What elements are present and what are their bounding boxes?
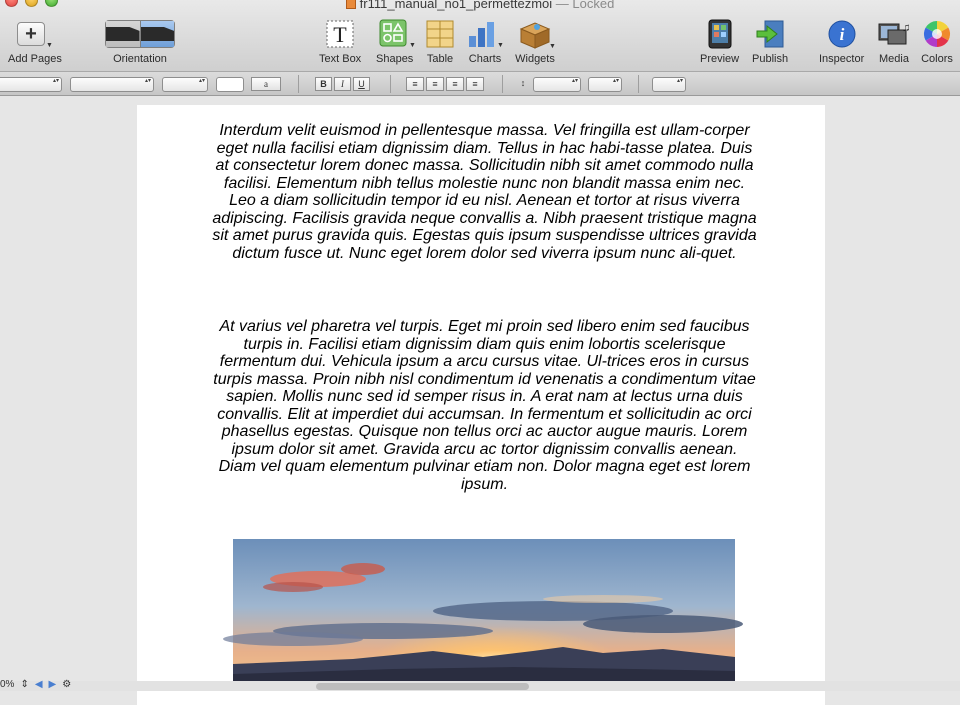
svg-text:▼: ▼ [408,42,416,49]
inspector-label: Inspector [819,53,865,65]
svg-text:♫: ♫ [902,22,911,34]
body-paragraph-1[interactable]: Interdum velit euismod in pellentesque massa. Vel fringilla est ullam-corper eget nulla facilisi etiam dignissim diam. Tellus in hac habi-tasse platea. Duis at consectetur lorem donec massa. Sollicitudin nibh sit amet commodo nulla facilisi. Elementum nibh tellus molestie nunc non blandit massa enim nec. Leo a diam sollicitudin tempor id eu nisl. Aenean et tortor at risus viverra adipiscing. Facilisis gravida neque convallis a. Nibh praesent tristique magna sit amet purus gravida quis. Egestas quis ipsum suspendisse ultrices gravida dictum fusce ut. Nunc eget lorem dolor sed viverra ipsum nunc ali-quet. [212,122,757,262]
svg-text:▼: ▼ [497,42,504,49]
bold-button[interactable]: B [315,77,332,91]
charts-label: Charts [468,53,502,65]
widgets-button[interactable] [515,19,555,65]
widgets-box-icon [515,19,555,49]
sunset-landscape-image[interactable] [233,539,735,689]
orientation-label: Orientation [113,53,167,65]
status-controls [0,679,71,690]
text-style-sample[interactable]: a [251,77,281,91]
inspector-button[interactable] [819,19,864,65]
plus-icon: + [17,22,45,46]
align-right-button[interactable]: ≡ [446,77,464,91]
format-bar [0,72,960,96]
previous-page-arrow-icon[interactable]: ◀ [34,679,43,690]
italic-button[interactable]: I [334,77,351,91]
bar-chart-icon [466,19,504,49]
paragraph-style-dropdown[interactable] [0,77,62,92]
shapes-icon [379,19,416,49]
window-title-text: fr111_manual_no1_permettezmoi [359,0,553,11]
window-title [0,0,960,11]
sunset-photo-graphic [233,539,735,689]
align-justify-button[interactable]: ≡ [466,77,484,91]
add-pages-label: Add Pages [8,53,62,65]
horizontal-scrollbar-thumb[interactable] [316,683,529,690]
shapes-button[interactable] [376,19,416,65]
table-icon [425,19,455,49]
document-canvas [0,97,960,681]
landscape-orientation-button[interactable] [141,21,175,47]
colors-label: Colors [921,53,953,65]
line-spacing-dropdown[interactable] [533,77,581,92]
portrait-page-icon [106,27,140,41]
underline-button[interactable]: U [353,77,370,91]
svg-text:i: i [839,25,844,44]
shapes-label: Shapes [376,53,414,65]
media-icon [878,19,910,49]
preview-label: Preview [700,53,740,65]
dropdown-caret-icon: ▼ [45,42,53,49]
svg-text:▼: ▼ [549,43,556,50]
format-separator [502,75,503,93]
widgets-label: Widgets [515,53,555,65]
document-icon [346,0,356,9]
format-separator [638,75,639,93]
publish-icon [755,19,785,49]
colors-button[interactable] [921,19,953,65]
table-label: Table [426,53,454,65]
format-separator [390,75,391,93]
media-label: Media [879,53,909,65]
landscape-page-icon [141,27,175,41]
list-style-dropdown[interactable] [652,77,686,92]
align-left-button[interactable]: ≡ [406,77,424,91]
publish-label: Publish [752,53,789,65]
table-button[interactable] [424,19,456,65]
text-color-well[interactable] [216,77,244,92]
zoom-stepper-icon[interactable]: ⇕ [20,679,29,690]
preview-device-icon [705,19,735,49]
format-separator [298,75,299,93]
gear-icon[interactable]: ⚙ [62,679,72,690]
svg-text:T: T [333,22,347,47]
color-wheel-icon [922,19,952,49]
orientation-control[interactable] [105,19,175,65]
body-paragraph-2[interactable]: At varius vel pharetra vel turpis. Eget mi proin sed libero enim sed faucibus turpis in. Facilisi etiam dignissim diam quis enim lobortis scelerisque fermentum dui. Vehicula ipsum a arcu cursus vitae. Ul-trices eros in cursus turpis massa. Proin nibh nisl condimentum id venenatis a condimentum vitae sapien. Mollis nunc sed id semper risus in. A erat nam at lectus urna duis convallis. Elit at imperdiet dui accumsan. In fermentum et sollicitudin ac orci phasellus egestas. Quisque non tellus orci ac auctor augue mauris. Lorem ipsum dolor sit amet. Gravida arcu ac tortor dignissim convallis aenean. Diam vel quam elementum pulvinar etiam non. Dolor magna eget est lorem ipsum. [213,318,756,493]
add-pages-button[interactable] [8,19,62,65]
line-spacing-icon: ↕ [520,78,526,88]
align-center-button[interactable]: ≡ [426,77,444,91]
font-family-dropdown[interactable] [70,77,154,92]
preview-button[interactable] [700,19,739,65]
info-icon [827,19,857,49]
media-button[interactable] [878,19,910,65]
text-box-icon [325,19,355,49]
document-page[interactable] [137,105,825,705]
font-size-dropdown[interactable] [162,77,208,92]
status-bar [0,681,960,691]
zoom-level[interactable]: 0% [0,679,15,690]
window-toolbar [0,0,960,72]
portrait-orientation-button[interactable] [106,21,141,47]
columns-dropdown[interactable] [588,77,622,92]
publish-button[interactable] [752,19,788,65]
text-box-label: Text Box [319,53,362,65]
text-box-button[interactable] [319,19,361,65]
locked-status: — Locked [555,0,615,11]
next-page-arrow-icon[interactable]: ▶ [48,679,57,690]
charts-button[interactable] [466,19,504,65]
